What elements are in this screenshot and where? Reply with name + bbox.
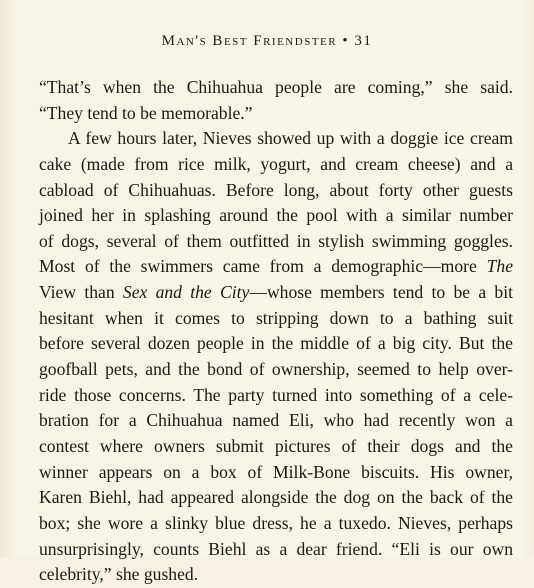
text-line: bration for a Chihuahua named Eli, who had recently won a	[39, 410, 513, 431]
text-line: of dogs, several of them outfitted in stylish swimming goggles.	[39, 230, 513, 251]
text-line: ride those concerns. The party turned into something of a cele-	[39, 384, 513, 405]
text-line: “That’s when the Chihuahua people are coming,” she said.	[39, 77, 513, 97]
text-line: before several dozen people in the middle of a big city. But the	[39, 333, 513, 354]
text-line: A few hours later, Nieves showed up with a doggie ice cream	[68, 128, 513, 149]
text-line: contest where owners submit pictures of their dogs and the	[39, 435, 513, 456]
text-line: “They tend to be memorable.”	[39, 102, 253, 123]
body-text	[39, 75, 513, 588]
text-line: goofball pets, and the bond of ownership, seemed to help over-	[39, 359, 513, 380]
running-head	[0, 33, 534, 50]
text-line: celebrity,” she gushed.	[39, 564, 199, 585]
text-line: hesitant when it comes to stripping down to a bathing suit	[39, 307, 513, 328]
text-line: joined her in splashing around the pool with a similar number	[39, 205, 513, 226]
text-line: cabload of Chihuahuas. Before long, about forty other guests	[39, 179, 513, 200]
running-head-title: Man's Best Friendster	[161, 33, 338, 49]
text-line: View than Sex and the City—whose members tend to be a bit	[39, 282, 513, 303]
text-line: unsurprisingly, counts Biehl as a dear friend. “Eli is our own	[39, 538, 513, 559]
text-line: winner appears on a box of Milk-Bone biscuits. His owner,	[39, 461, 513, 482]
text-line: box; she wore a slinky blue dress, he a tuxedo. Nieves, perhaps	[39, 512, 513, 533]
italic-title: The	[486, 256, 513, 277]
running-head-separator: •	[342, 33, 350, 49]
page-number: 31	[354, 33, 373, 49]
italic-title: Sex and the City	[122, 282, 250, 303]
text-line: Karen Biehl, had appeared alongside the dog on the back of the	[39, 487, 513, 508]
text-line: cake (made from rice milk, yogurt, and cream cheese) and a	[39, 153, 513, 174]
text-line: Most of the swimmers came from a demographic—more The	[39, 256, 513, 277]
